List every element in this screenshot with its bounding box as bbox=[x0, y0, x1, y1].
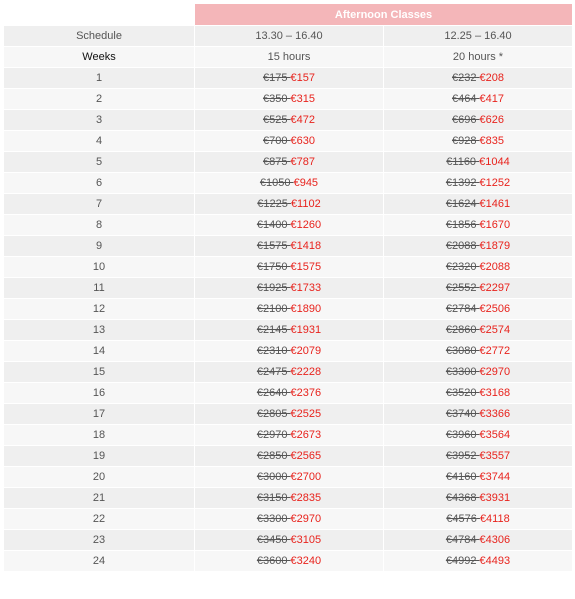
price-cell-a bbox=[195, 194, 384, 215]
old-price: €700 bbox=[262, 135, 288, 147]
schedule-row bbox=[4, 26, 573, 47]
hours-b: 20 hours * bbox=[384, 47, 573, 68]
price-cell-a bbox=[195, 530, 384, 551]
new-price: €315 bbox=[290, 93, 316, 105]
table-row bbox=[4, 488, 573, 509]
new-price: €4118 bbox=[479, 513, 510, 525]
week-number: 4 bbox=[4, 131, 195, 152]
week-number: 9 bbox=[4, 236, 195, 257]
week-number: 19 bbox=[4, 446, 195, 467]
new-price: €2297 bbox=[479, 282, 511, 294]
new-price: €2772 bbox=[479, 345, 511, 357]
new-price: €3931 bbox=[479, 492, 511, 504]
new-price: €2970 bbox=[290, 513, 322, 525]
price-cell-b bbox=[384, 551, 573, 572]
week-number: 21 bbox=[4, 488, 195, 509]
new-price: €945 bbox=[293, 177, 319, 189]
old-price: €1856 bbox=[445, 219, 477, 231]
new-price: €630 bbox=[290, 135, 316, 147]
table-row bbox=[4, 404, 573, 425]
price-cell-b bbox=[384, 278, 573, 299]
price-cell-a bbox=[195, 89, 384, 110]
old-price: €2860 bbox=[445, 324, 477, 336]
week-number: 11 bbox=[4, 278, 195, 299]
week-number: 16 bbox=[4, 383, 195, 404]
old-price: €2784 bbox=[445, 303, 477, 315]
table-row bbox=[4, 194, 573, 215]
old-price: €3150 bbox=[256, 492, 288, 504]
hours-a: 15 hours bbox=[195, 47, 384, 68]
price-cell-a bbox=[195, 278, 384, 299]
new-price: €4306 bbox=[479, 534, 511, 546]
new-price: €1260 bbox=[290, 219, 322, 231]
new-price: €3105 bbox=[290, 534, 322, 546]
old-price: €4992 bbox=[445, 555, 477, 567]
new-price: €1461 bbox=[479, 198, 511, 210]
new-price: €2700 bbox=[290, 471, 322, 483]
old-price: €2970 bbox=[256, 429, 288, 441]
old-price: €4160 bbox=[445, 471, 477, 483]
week-number: 2 bbox=[4, 89, 195, 110]
new-price: €3168 bbox=[479, 387, 511, 399]
new-price: €1418 bbox=[290, 240, 322, 252]
price-cell-b bbox=[384, 110, 573, 131]
old-price: €1050 bbox=[259, 177, 291, 189]
table-row bbox=[4, 68, 573, 89]
table-row bbox=[4, 278, 573, 299]
price-cell-b bbox=[384, 425, 573, 446]
weeks-label: Weeks bbox=[4, 47, 195, 68]
price-cell-b bbox=[384, 299, 573, 320]
old-price: €1624 bbox=[445, 198, 477, 210]
old-price: €525 bbox=[262, 114, 288, 126]
old-price: €3300 bbox=[256, 513, 288, 525]
schedule-label: Schedule bbox=[4, 26, 195, 47]
old-price: €175 bbox=[262, 72, 288, 84]
table-row bbox=[4, 131, 573, 152]
table-row bbox=[4, 425, 573, 446]
table-row bbox=[4, 320, 573, 341]
week-number: 18 bbox=[4, 425, 195, 446]
price-cell-b bbox=[384, 89, 573, 110]
price-cell-b bbox=[384, 215, 573, 236]
week-number: 8 bbox=[4, 215, 195, 236]
price-cell-a bbox=[195, 236, 384, 257]
new-price: €1890 bbox=[290, 303, 322, 315]
new-price: €4493 bbox=[479, 555, 511, 567]
price-cell-b bbox=[384, 236, 573, 257]
table-row bbox=[4, 257, 573, 278]
new-price: €2574 bbox=[479, 324, 511, 336]
old-price: €2310 bbox=[256, 345, 288, 357]
price-cell-b bbox=[384, 509, 573, 530]
price-cell-a bbox=[195, 509, 384, 530]
new-price: €2565 bbox=[290, 450, 322, 462]
price-cell-a bbox=[195, 551, 384, 572]
price-cell-b bbox=[384, 341, 573, 362]
old-price: €2320 bbox=[445, 261, 477, 273]
old-price: €2100 bbox=[256, 303, 288, 315]
old-price: €1750 bbox=[256, 261, 288, 273]
table-row bbox=[4, 446, 573, 467]
price-cell-a bbox=[195, 215, 384, 236]
price-cell-b bbox=[384, 530, 573, 551]
price-cell-b bbox=[384, 131, 573, 152]
new-price: €208 bbox=[479, 72, 505, 84]
old-price: €464 bbox=[451, 93, 477, 105]
table-row bbox=[4, 236, 573, 257]
new-price: €1931 bbox=[290, 324, 322, 336]
price-cell-a bbox=[195, 152, 384, 173]
new-price: €2525 bbox=[290, 408, 322, 420]
table-row bbox=[4, 110, 573, 131]
week-number: 15 bbox=[4, 362, 195, 383]
old-price: €2145 bbox=[256, 324, 288, 336]
new-price: €2835 bbox=[290, 492, 322, 504]
old-price: €3740 bbox=[445, 408, 477, 420]
week-number: 20 bbox=[4, 467, 195, 488]
table-row bbox=[4, 467, 573, 488]
price-cell-a bbox=[195, 341, 384, 362]
price-cell-a bbox=[195, 173, 384, 194]
week-number: 7 bbox=[4, 194, 195, 215]
old-price: €2475 bbox=[256, 366, 288, 378]
week-number: 12 bbox=[4, 299, 195, 320]
new-price: €1575 bbox=[290, 261, 322, 273]
week-number: 22 bbox=[4, 509, 195, 530]
new-price: €1879 bbox=[479, 240, 511, 252]
week-number: 13 bbox=[4, 320, 195, 341]
price-cell-a bbox=[195, 257, 384, 278]
old-price: €2805 bbox=[256, 408, 288, 420]
old-price: €4784 bbox=[445, 534, 477, 546]
price-cell-a bbox=[195, 467, 384, 488]
price-cell-b bbox=[384, 257, 573, 278]
group-title: Afternoon Classes bbox=[195, 4, 573, 26]
price-cell-a bbox=[195, 299, 384, 320]
old-price: €4368 bbox=[445, 492, 477, 504]
new-price: €2506 bbox=[479, 303, 511, 315]
new-price: €3564 bbox=[479, 429, 511, 441]
old-price: €3300 bbox=[445, 366, 477, 378]
new-price: €2228 bbox=[290, 366, 322, 378]
week-number: 1 bbox=[4, 68, 195, 89]
old-price: €3960 bbox=[445, 429, 477, 441]
new-price: €3240 bbox=[290, 555, 322, 567]
price-cell-b bbox=[384, 362, 573, 383]
new-price: €787 bbox=[290, 156, 316, 168]
price-cell-a bbox=[195, 425, 384, 446]
price-cell-b bbox=[384, 383, 573, 404]
price-cell-b bbox=[384, 488, 573, 509]
new-price: €3557 bbox=[479, 450, 511, 462]
table-row bbox=[4, 299, 573, 320]
old-price: €2088 bbox=[445, 240, 477, 252]
week-number: 17 bbox=[4, 404, 195, 425]
price-cell-b bbox=[384, 446, 573, 467]
week-number: 5 bbox=[4, 152, 195, 173]
old-price: €1925 bbox=[256, 282, 288, 294]
old-price: €3450 bbox=[256, 534, 288, 546]
hours-row bbox=[4, 47, 573, 68]
new-price: €1044 bbox=[479, 156, 510, 168]
table-row bbox=[4, 173, 573, 194]
week-number: 14 bbox=[4, 341, 195, 362]
new-price: €1102 bbox=[290, 198, 321, 210]
week-number: 6 bbox=[4, 173, 195, 194]
old-price: €1160 bbox=[446, 156, 477, 168]
old-price: €2640 bbox=[256, 387, 288, 399]
new-price: €2088 bbox=[479, 261, 511, 273]
price-cell-a bbox=[195, 131, 384, 152]
new-price: €472 bbox=[290, 114, 316, 126]
price-cell-a bbox=[195, 320, 384, 341]
table-row bbox=[4, 215, 573, 236]
price-table-body bbox=[4, 4, 573, 572]
new-price: €157 bbox=[290, 72, 316, 84]
new-price: €3366 bbox=[479, 408, 511, 420]
week-number: 23 bbox=[4, 530, 195, 551]
week-number: 10 bbox=[4, 257, 195, 278]
old-price: €2552 bbox=[445, 282, 477, 294]
old-price: €3952 bbox=[445, 450, 477, 462]
price-cell-b bbox=[384, 194, 573, 215]
old-price: €1392 bbox=[445, 177, 477, 189]
new-price: €2376 bbox=[290, 387, 322, 399]
price-cell-a bbox=[195, 446, 384, 467]
week-number: 3 bbox=[4, 110, 195, 131]
price-cell-a bbox=[195, 404, 384, 425]
price-table bbox=[3, 3, 573, 572]
table-row bbox=[4, 551, 573, 572]
price-cell-a bbox=[195, 68, 384, 89]
new-price: €1733 bbox=[290, 282, 322, 294]
price-cell-a bbox=[195, 488, 384, 509]
group-header-row bbox=[4, 4, 573, 26]
old-price: €3600 bbox=[256, 555, 288, 567]
old-price: €2850 bbox=[256, 450, 288, 462]
table-row bbox=[4, 530, 573, 551]
old-price: €696 bbox=[451, 114, 477, 126]
price-cell-a bbox=[195, 110, 384, 131]
table-row bbox=[4, 341, 573, 362]
new-price: €1670 bbox=[479, 219, 511, 231]
old-price: €875 bbox=[262, 156, 288, 168]
table-row bbox=[4, 362, 573, 383]
old-price: €232 bbox=[451, 72, 477, 84]
price-cell-b bbox=[384, 467, 573, 488]
price-cell-b bbox=[384, 68, 573, 89]
table-row bbox=[4, 152, 573, 173]
old-price: €3000 bbox=[256, 471, 288, 483]
price-cell-b bbox=[384, 404, 573, 425]
old-price: €1225 bbox=[257, 198, 288, 210]
old-price: €928 bbox=[451, 135, 477, 147]
new-price: €1252 bbox=[479, 177, 511, 189]
price-cell-b bbox=[384, 173, 573, 194]
blank-corner-cell bbox=[4, 4, 195, 26]
price-cell-b bbox=[384, 320, 573, 341]
new-price: €2673 bbox=[290, 429, 322, 441]
new-price: €835 bbox=[479, 135, 505, 147]
schedule-b: 12.25 – 16.40 bbox=[384, 26, 573, 47]
old-price: €1400 bbox=[256, 219, 288, 231]
new-price: €2079 bbox=[290, 345, 322, 357]
new-price: €2970 bbox=[479, 366, 511, 378]
week-number: 24 bbox=[4, 551, 195, 572]
table-row bbox=[4, 509, 573, 530]
price-cell-a bbox=[195, 383, 384, 404]
table-row bbox=[4, 89, 573, 110]
old-price: €350 bbox=[262, 93, 288, 105]
price-cell-b bbox=[384, 152, 573, 173]
old-price: €3520 bbox=[445, 387, 477, 399]
table-row bbox=[4, 383, 573, 404]
old-price: €4576 bbox=[446, 513, 477, 525]
old-price: €1575 bbox=[256, 240, 288, 252]
price-cell-a bbox=[195, 362, 384, 383]
new-price: €417 bbox=[479, 93, 505, 105]
new-price: €626 bbox=[479, 114, 505, 126]
schedule-a: 13.30 – 16.40 bbox=[195, 26, 384, 47]
old-price: €3080 bbox=[445, 345, 477, 357]
new-price: €3744 bbox=[479, 471, 511, 483]
